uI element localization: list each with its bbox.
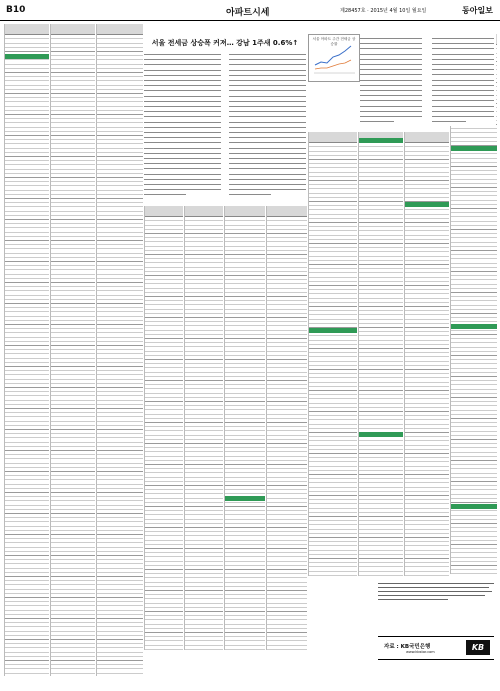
text-line xyxy=(229,96,306,97)
text-line xyxy=(229,142,306,143)
text-line xyxy=(360,48,422,49)
text-line xyxy=(144,80,221,81)
series-line xyxy=(315,46,351,65)
text-line xyxy=(432,38,494,39)
region-bar xyxy=(5,54,49,59)
text-line xyxy=(432,64,494,65)
text-line xyxy=(144,111,221,112)
region-bar xyxy=(359,432,403,437)
price-column-8 xyxy=(308,132,357,576)
text-line xyxy=(229,85,306,86)
series-line-2 xyxy=(315,60,351,69)
text-line xyxy=(360,121,394,122)
text-line xyxy=(432,90,494,91)
text-line xyxy=(432,116,494,117)
column-header xyxy=(225,206,265,217)
column-header xyxy=(51,24,95,35)
lead-article xyxy=(144,34,306,204)
text-line xyxy=(360,100,422,101)
text-line xyxy=(360,59,422,60)
text-line xyxy=(144,127,221,128)
side-article xyxy=(360,34,496,126)
price-column-7 xyxy=(266,206,307,650)
text-line xyxy=(229,59,306,60)
text-line xyxy=(144,122,221,123)
text-line xyxy=(144,179,221,180)
price-column-6 xyxy=(224,206,265,650)
text-line xyxy=(432,43,494,44)
text-line xyxy=(229,64,306,65)
text-line xyxy=(144,163,221,164)
column-header xyxy=(5,24,49,35)
text-line xyxy=(144,70,221,71)
text-line xyxy=(229,80,306,81)
text-line xyxy=(229,184,306,185)
column-header xyxy=(145,206,183,217)
text-line xyxy=(144,148,221,149)
column-header xyxy=(267,206,307,217)
text-line xyxy=(360,64,422,65)
text-line xyxy=(144,168,221,169)
text-line xyxy=(229,127,306,128)
text-line xyxy=(432,59,494,60)
page-number: B10 xyxy=(6,5,26,15)
text-line xyxy=(144,158,221,159)
text-line xyxy=(432,48,494,49)
text-line xyxy=(432,95,494,96)
column-header xyxy=(405,132,449,143)
text-line xyxy=(144,54,221,55)
text-line xyxy=(144,116,221,117)
text-line xyxy=(144,90,221,91)
text-line xyxy=(432,74,494,75)
text-line xyxy=(432,54,494,55)
chart-title: 서울 아파트 주간 전세금 상승률 xyxy=(312,37,356,46)
sponsor-url: www.kbstar.com xyxy=(406,650,435,654)
column-header xyxy=(97,24,143,35)
text-line xyxy=(229,189,306,190)
text-line xyxy=(144,174,221,175)
text-line xyxy=(432,69,494,70)
price-column-10 xyxy=(404,132,449,576)
text-line xyxy=(144,75,221,76)
trend-chart xyxy=(308,34,360,82)
region-bar xyxy=(451,146,497,151)
text-line xyxy=(229,137,306,138)
price-column-9 xyxy=(358,132,403,576)
text-line xyxy=(360,111,422,112)
region-bar xyxy=(225,496,265,501)
text-line xyxy=(229,194,271,195)
text-line xyxy=(360,90,422,91)
text-line xyxy=(432,100,494,101)
column-header xyxy=(185,206,223,217)
text-line xyxy=(144,184,221,185)
text-line xyxy=(229,174,306,175)
section-title: 아파트시세 xyxy=(226,8,270,18)
text-line xyxy=(229,168,306,169)
text-line xyxy=(144,137,221,138)
text-line xyxy=(432,106,494,107)
price-column-4 xyxy=(144,206,183,650)
page-header xyxy=(0,0,500,21)
text-line xyxy=(144,153,221,154)
text-line xyxy=(144,194,186,195)
text-line xyxy=(360,69,422,70)
chart-plot xyxy=(309,35,359,81)
text-line xyxy=(144,142,221,143)
text-line xyxy=(360,74,422,75)
text-line xyxy=(144,132,221,133)
text-line xyxy=(229,163,306,164)
text-line xyxy=(144,189,221,190)
text-line xyxy=(229,106,306,107)
text-line xyxy=(432,111,494,112)
text-line xyxy=(432,121,466,122)
text-line xyxy=(144,85,221,86)
issue-meta: 제28457호 · 2015년 4월 10일 월요일 xyxy=(340,8,427,14)
text-line xyxy=(144,96,221,97)
text-line xyxy=(360,43,422,44)
text-line xyxy=(360,38,422,39)
region-bar xyxy=(359,138,403,143)
text-line xyxy=(229,148,306,149)
text-line xyxy=(229,90,306,91)
publisher-name: 동아일보 xyxy=(462,6,493,15)
text-line xyxy=(229,179,306,180)
text-line xyxy=(229,54,306,55)
price-column-5 xyxy=(184,206,223,650)
text-line xyxy=(432,85,494,86)
text-line xyxy=(229,70,306,71)
sponsor-box xyxy=(378,636,494,660)
text-line xyxy=(432,80,494,81)
text-line xyxy=(360,54,422,55)
text-line xyxy=(144,64,221,65)
text-line xyxy=(229,158,306,159)
sponsor-text: 자료 : KB국민은행 xyxy=(384,644,431,650)
text-line xyxy=(360,95,422,96)
region-bar xyxy=(451,324,497,329)
text-line xyxy=(229,101,306,102)
text-line xyxy=(229,75,306,76)
text-line xyxy=(360,116,422,117)
kb-logo: KB xyxy=(466,640,490,655)
price-column-2 xyxy=(50,24,95,676)
article-headline: 서울 전세금 상승폭 커져… 강남 1주새 0.6%↑ xyxy=(151,39,299,47)
region-bar xyxy=(451,504,497,509)
text-line xyxy=(229,153,306,154)
text-line xyxy=(360,85,422,86)
text-line xyxy=(360,80,422,81)
text-line xyxy=(229,116,306,117)
text-line xyxy=(229,132,306,133)
region-bar xyxy=(309,328,357,333)
text-line xyxy=(144,59,221,60)
text-line xyxy=(229,122,306,123)
text-line xyxy=(144,101,221,102)
text-line xyxy=(144,106,221,107)
footnote xyxy=(378,580,494,620)
text-line xyxy=(360,106,422,107)
region-bar xyxy=(405,202,449,207)
price-column-3 xyxy=(96,24,143,676)
text-line xyxy=(229,111,306,112)
price-column-1 xyxy=(4,24,49,676)
column-header xyxy=(309,132,357,143)
